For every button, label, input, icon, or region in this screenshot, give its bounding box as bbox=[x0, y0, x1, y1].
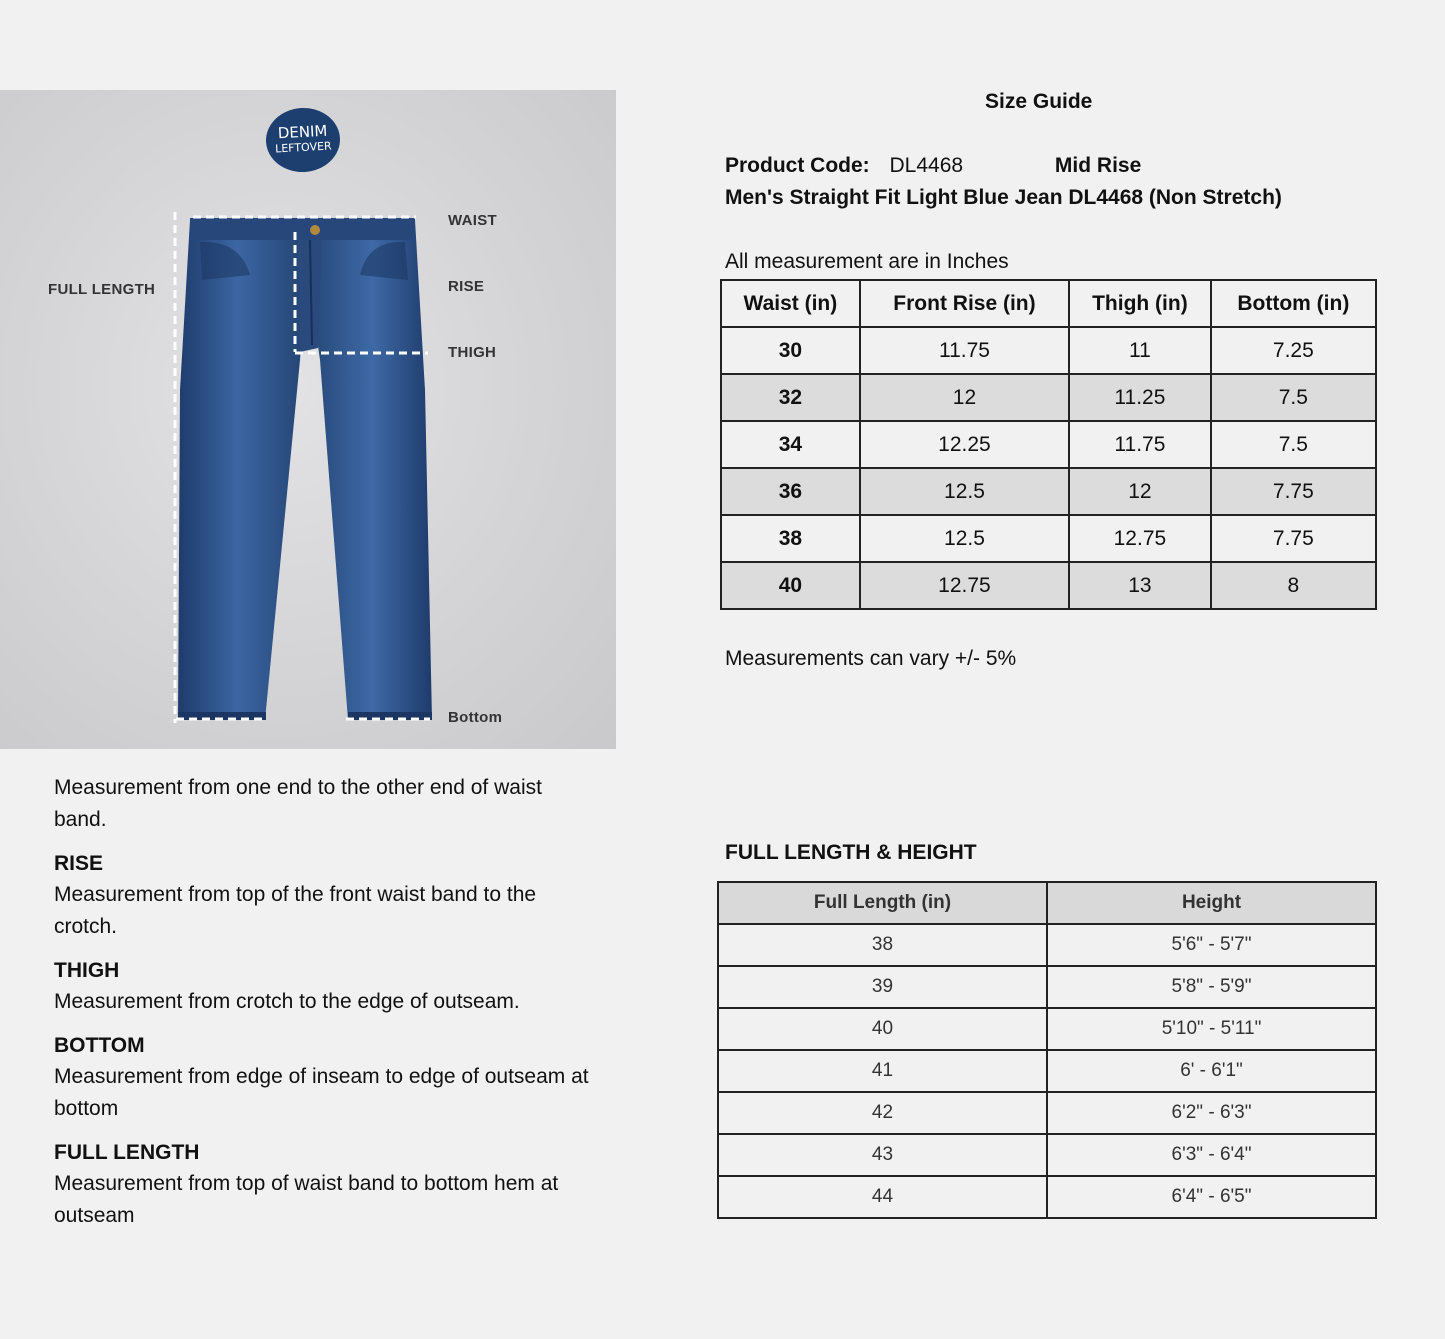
size-table-header bbox=[721, 280, 1376, 327]
full-length-description: Measurement from top of waist band to bottom hem at outseam bbox=[54, 1172, 559, 1227]
table-row bbox=[718, 924, 1376, 966]
height-cell: 6'2" - 6'3" bbox=[1047, 1092, 1376, 1134]
bottom-description: Measurement from edge of inseam to edge of outseam at bottom bbox=[54, 1065, 589, 1120]
rise-heading: RISE bbox=[54, 852, 104, 875]
length-cell: 40 bbox=[718, 1008, 1047, 1050]
rise-cell: 12.5 bbox=[860, 468, 1069, 515]
units-note: All measurement are in Inches bbox=[725, 250, 1009, 273]
label-rise: RISE bbox=[448, 278, 485, 295]
waist-cell: 38 bbox=[721, 515, 860, 562]
waist-cell: 40 bbox=[721, 562, 860, 609]
table-row bbox=[718, 1050, 1376, 1092]
header-cell: Thigh (in) bbox=[1069, 280, 1211, 327]
thigh-heading: THIGH bbox=[54, 959, 120, 982]
height-cell: 6'3" - 6'4" bbox=[1047, 1134, 1376, 1176]
height-cell: 5'10" - 5'11" bbox=[1047, 1008, 1376, 1050]
length-cell: 43 bbox=[718, 1134, 1047, 1176]
table-row bbox=[718, 1134, 1376, 1176]
label-thigh: THIGH bbox=[448, 344, 497, 361]
size-table bbox=[720, 279, 1377, 610]
product-name: Men's Straight Fit Light Blue Jean DL4468 (Non Stretch) bbox=[725, 186, 1282, 209]
thigh-cell: 13 bbox=[1069, 562, 1211, 609]
waist-cell: 32 bbox=[721, 374, 860, 421]
header-cell: Front Rise (in) bbox=[860, 280, 1069, 327]
bottom-cell: 7.5 bbox=[1211, 421, 1376, 468]
table-row bbox=[721, 515, 1376, 562]
jeans-measurement-photo bbox=[0, 90, 616, 749]
label-bottom: Bottom bbox=[448, 709, 503, 726]
rise-cell: 12 bbox=[860, 374, 1069, 421]
label-full-length: FULL LENGTH bbox=[48, 281, 156, 298]
height-cell: 6' - 6'1" bbox=[1047, 1050, 1376, 1092]
rise-cell: 12.75 bbox=[860, 562, 1069, 609]
measurement-notes bbox=[54, 772, 594, 1232]
waist-description: Measurement from one end to the other end of waist band. bbox=[54, 776, 542, 831]
thigh-cell: 11 bbox=[1069, 327, 1211, 374]
page-title: Size Guide bbox=[985, 90, 1093, 113]
length-table-title: FULL LENGTH & HEIGHT bbox=[725, 841, 977, 864]
variance-note: Measurements can vary +/- 5% bbox=[725, 647, 1017, 670]
length-table-header bbox=[718, 882, 1376, 924]
thigh-description: Measurement from crotch to the edge of outseam. bbox=[54, 990, 520, 1013]
waist-cell: 34 bbox=[721, 421, 860, 468]
length-cell: 44 bbox=[718, 1176, 1047, 1218]
bottom-cell: 7.75 bbox=[1211, 468, 1376, 515]
rise-description: Measurement from top of the front waist band to the crotch. bbox=[54, 883, 537, 938]
full-length-heading: FULL LENGTH bbox=[54, 1141, 200, 1164]
thigh-cell: 11.25 bbox=[1069, 374, 1211, 421]
rise-cell: 12.25 bbox=[860, 421, 1069, 468]
thigh-cell: 11.75 bbox=[1069, 421, 1211, 468]
bottom-cell: 7.5 bbox=[1211, 374, 1376, 421]
waist-cell: 30 bbox=[721, 327, 860, 374]
height-cell: 6'4" - 6'5" bbox=[1047, 1176, 1376, 1218]
bottom-heading: BOTTOM bbox=[54, 1034, 145, 1057]
length-cell: 42 bbox=[718, 1092, 1047, 1134]
bottom-cell: 7.75 bbox=[1211, 515, 1376, 562]
header-cell: Height bbox=[1047, 882, 1376, 924]
waist-cell: 36 bbox=[721, 468, 860, 515]
product-code-label: Product Code: bbox=[725, 154, 870, 177]
header-cell: Full Length (in) bbox=[718, 882, 1047, 924]
table-row bbox=[721, 374, 1376, 421]
product-code: DL4468 bbox=[889, 154, 964, 177]
height-cell: 5'8" - 5'9" bbox=[1047, 966, 1376, 1008]
table-row bbox=[721, 421, 1376, 468]
bottom-cell: 8 bbox=[1211, 562, 1376, 609]
length-cell: 38 bbox=[718, 924, 1047, 966]
label-waist: WAIST bbox=[448, 212, 497, 229]
length-cell: 41 bbox=[718, 1050, 1047, 1092]
header-cell: Bottom (in) bbox=[1211, 280, 1376, 327]
header-cell: Waist (in) bbox=[721, 280, 860, 327]
table-row bbox=[718, 1092, 1376, 1134]
table-row bbox=[718, 1176, 1376, 1218]
length-cell: 39 bbox=[718, 966, 1047, 1008]
rise-cell: 12.5 bbox=[860, 515, 1069, 562]
table-row bbox=[721, 562, 1376, 609]
thigh-cell: 12 bbox=[1069, 468, 1211, 515]
thigh-cell: 12.75 bbox=[1069, 515, 1211, 562]
bottom-cell: 7.25 bbox=[1211, 327, 1376, 374]
product-code-line bbox=[725, 154, 1141, 178]
table-row bbox=[718, 1008, 1376, 1050]
height-cell: 5'6" - 5'7" bbox=[1047, 924, 1376, 966]
table-row bbox=[721, 327, 1376, 374]
length-height-table bbox=[717, 881, 1377, 1219]
table-row bbox=[718, 966, 1376, 1008]
brand-logo: DENIM LEFTOVER bbox=[264, 106, 341, 174]
jeans-illustration bbox=[0, 90, 616, 749]
rise-cell: 11.75 bbox=[860, 327, 1069, 374]
rise-type: Mid Rise bbox=[1054, 154, 1142, 177]
table-row bbox=[721, 468, 1376, 515]
